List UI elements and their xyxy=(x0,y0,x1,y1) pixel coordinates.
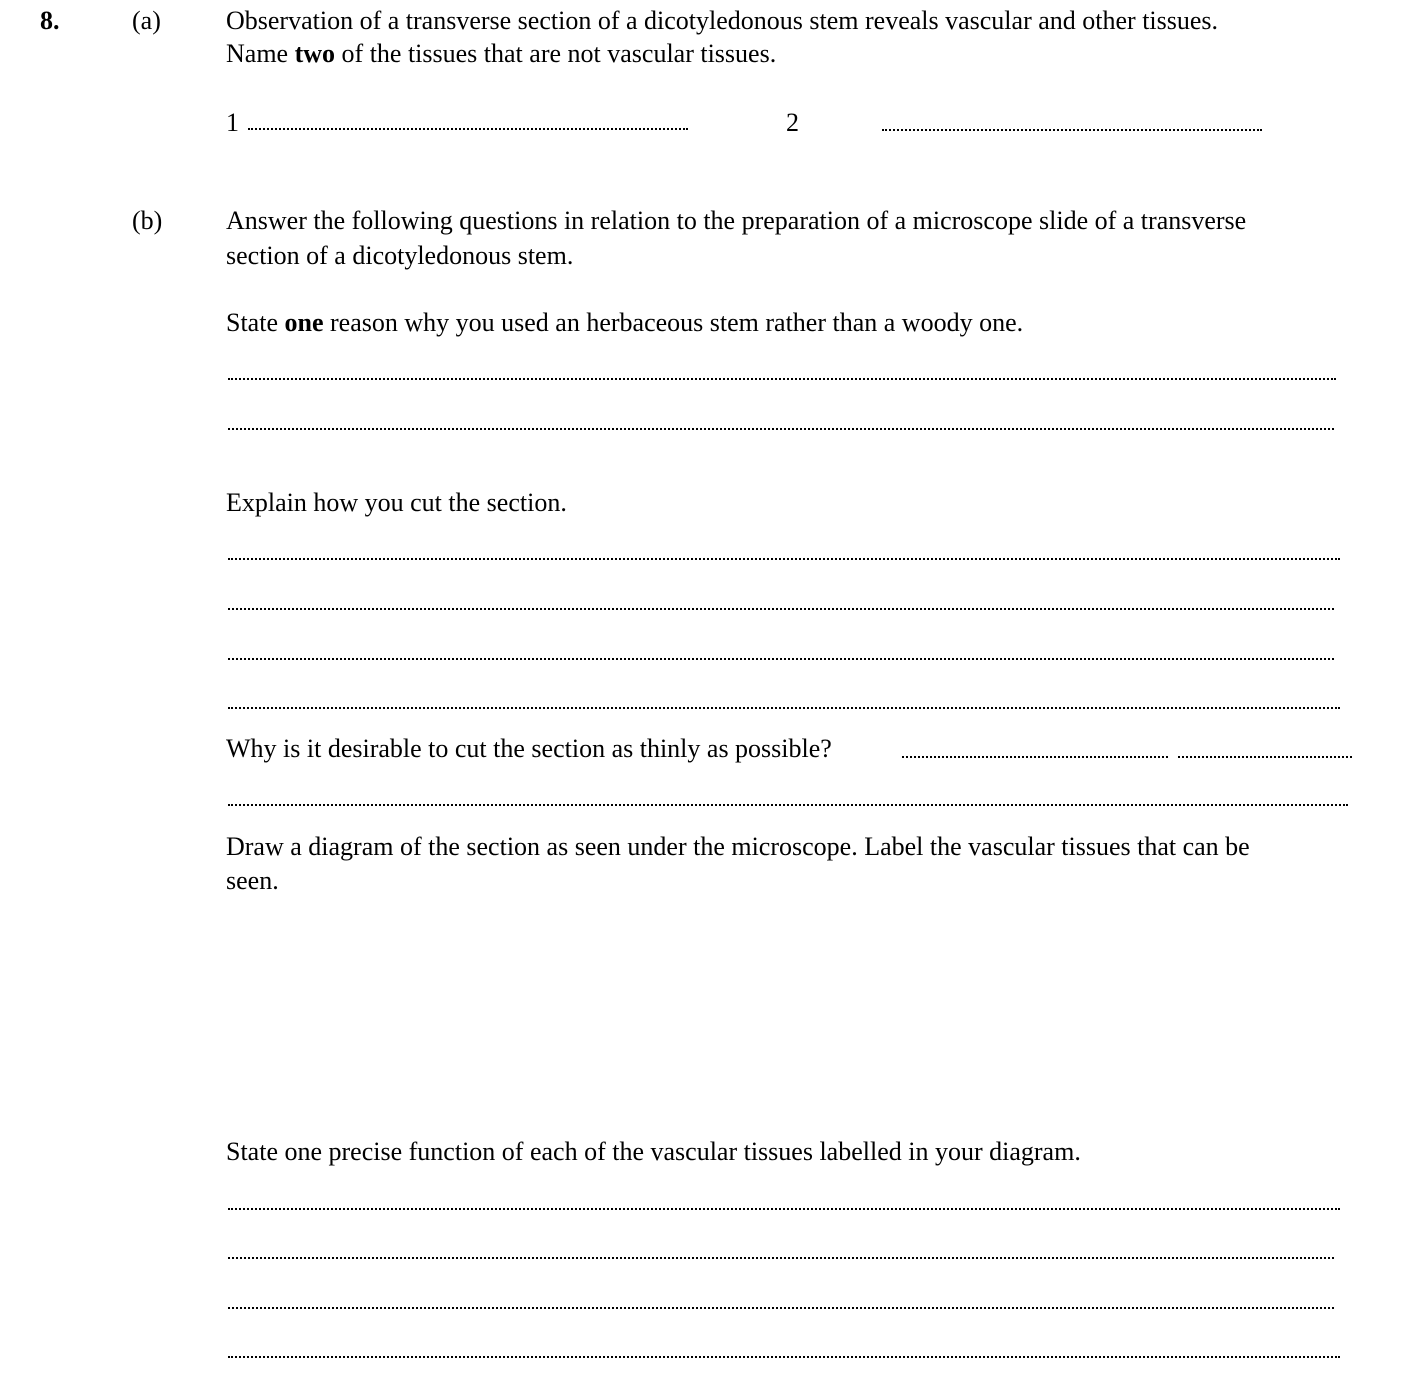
q2-prompt: Explain how you cut the section. xyxy=(226,488,567,517)
part-b-intro-line1: Answer the following questions in relation to the preparation of a microscope slide of a transverse xyxy=(226,206,1247,235)
q2-answer-line-4[interactable] xyxy=(228,707,1340,709)
part-b-label: (b) xyxy=(132,206,163,235)
q5-answer-line-1[interactable] xyxy=(228,1208,1340,1210)
part-a-line1: Observation of a transverse section of a dicotyledonous stem reveals vascular and other tissues. xyxy=(226,6,1219,35)
q3-prompt: Why is it desirable to cut the section as thinly as possible? xyxy=(226,734,832,763)
question-number: 8. xyxy=(40,6,60,35)
q2-answer-line-1[interactable] xyxy=(228,558,1340,560)
part-b-intro-line2: section of a dicotyledonous stem. xyxy=(226,241,574,270)
q4-prompt-line2: seen. xyxy=(226,866,279,895)
q3-answer-inline-b[interactable] xyxy=(1178,756,1352,758)
q2-answer-line-3[interactable] xyxy=(228,658,1334,660)
q5-answer-line-2[interactable] xyxy=(228,1257,1334,1259)
q2-answer-line-2[interactable] xyxy=(228,608,1334,610)
answer-1-line[interactable] xyxy=(248,128,688,130)
answer-2-label: 2 xyxy=(786,108,799,137)
q5-answer-line-4[interactable] xyxy=(228,1356,1340,1358)
q1-prompt: State one reason why you used an herbaceous stem rather than a woody one. xyxy=(226,308,1024,337)
answer-1-label: 1 xyxy=(226,108,239,137)
part-a-label: (a) xyxy=(132,6,161,35)
q5-prompt: State one precise function of each of the vascular tissues labelled in your diagram. xyxy=(226,1137,1081,1166)
q1-answer-line-1[interactable] xyxy=(228,378,1336,380)
part-a-line2: Name two of the tissues that are not vascular tissues. xyxy=(226,39,777,68)
diagram-drawing-area[interactable] xyxy=(226,905,1346,1125)
q4-prompt-line1: Draw a diagram of the section as seen under the microscope. Label the vascular tissues that can be xyxy=(226,832,1250,861)
answer-2-line[interactable] xyxy=(882,129,1262,131)
q1-answer-line-2[interactable] xyxy=(228,428,1334,430)
q3-answer-line-2[interactable] xyxy=(228,804,1348,806)
q3-answer-inline-a[interactable] xyxy=(902,756,1168,758)
q5-answer-line-3[interactable] xyxy=(228,1307,1334,1309)
